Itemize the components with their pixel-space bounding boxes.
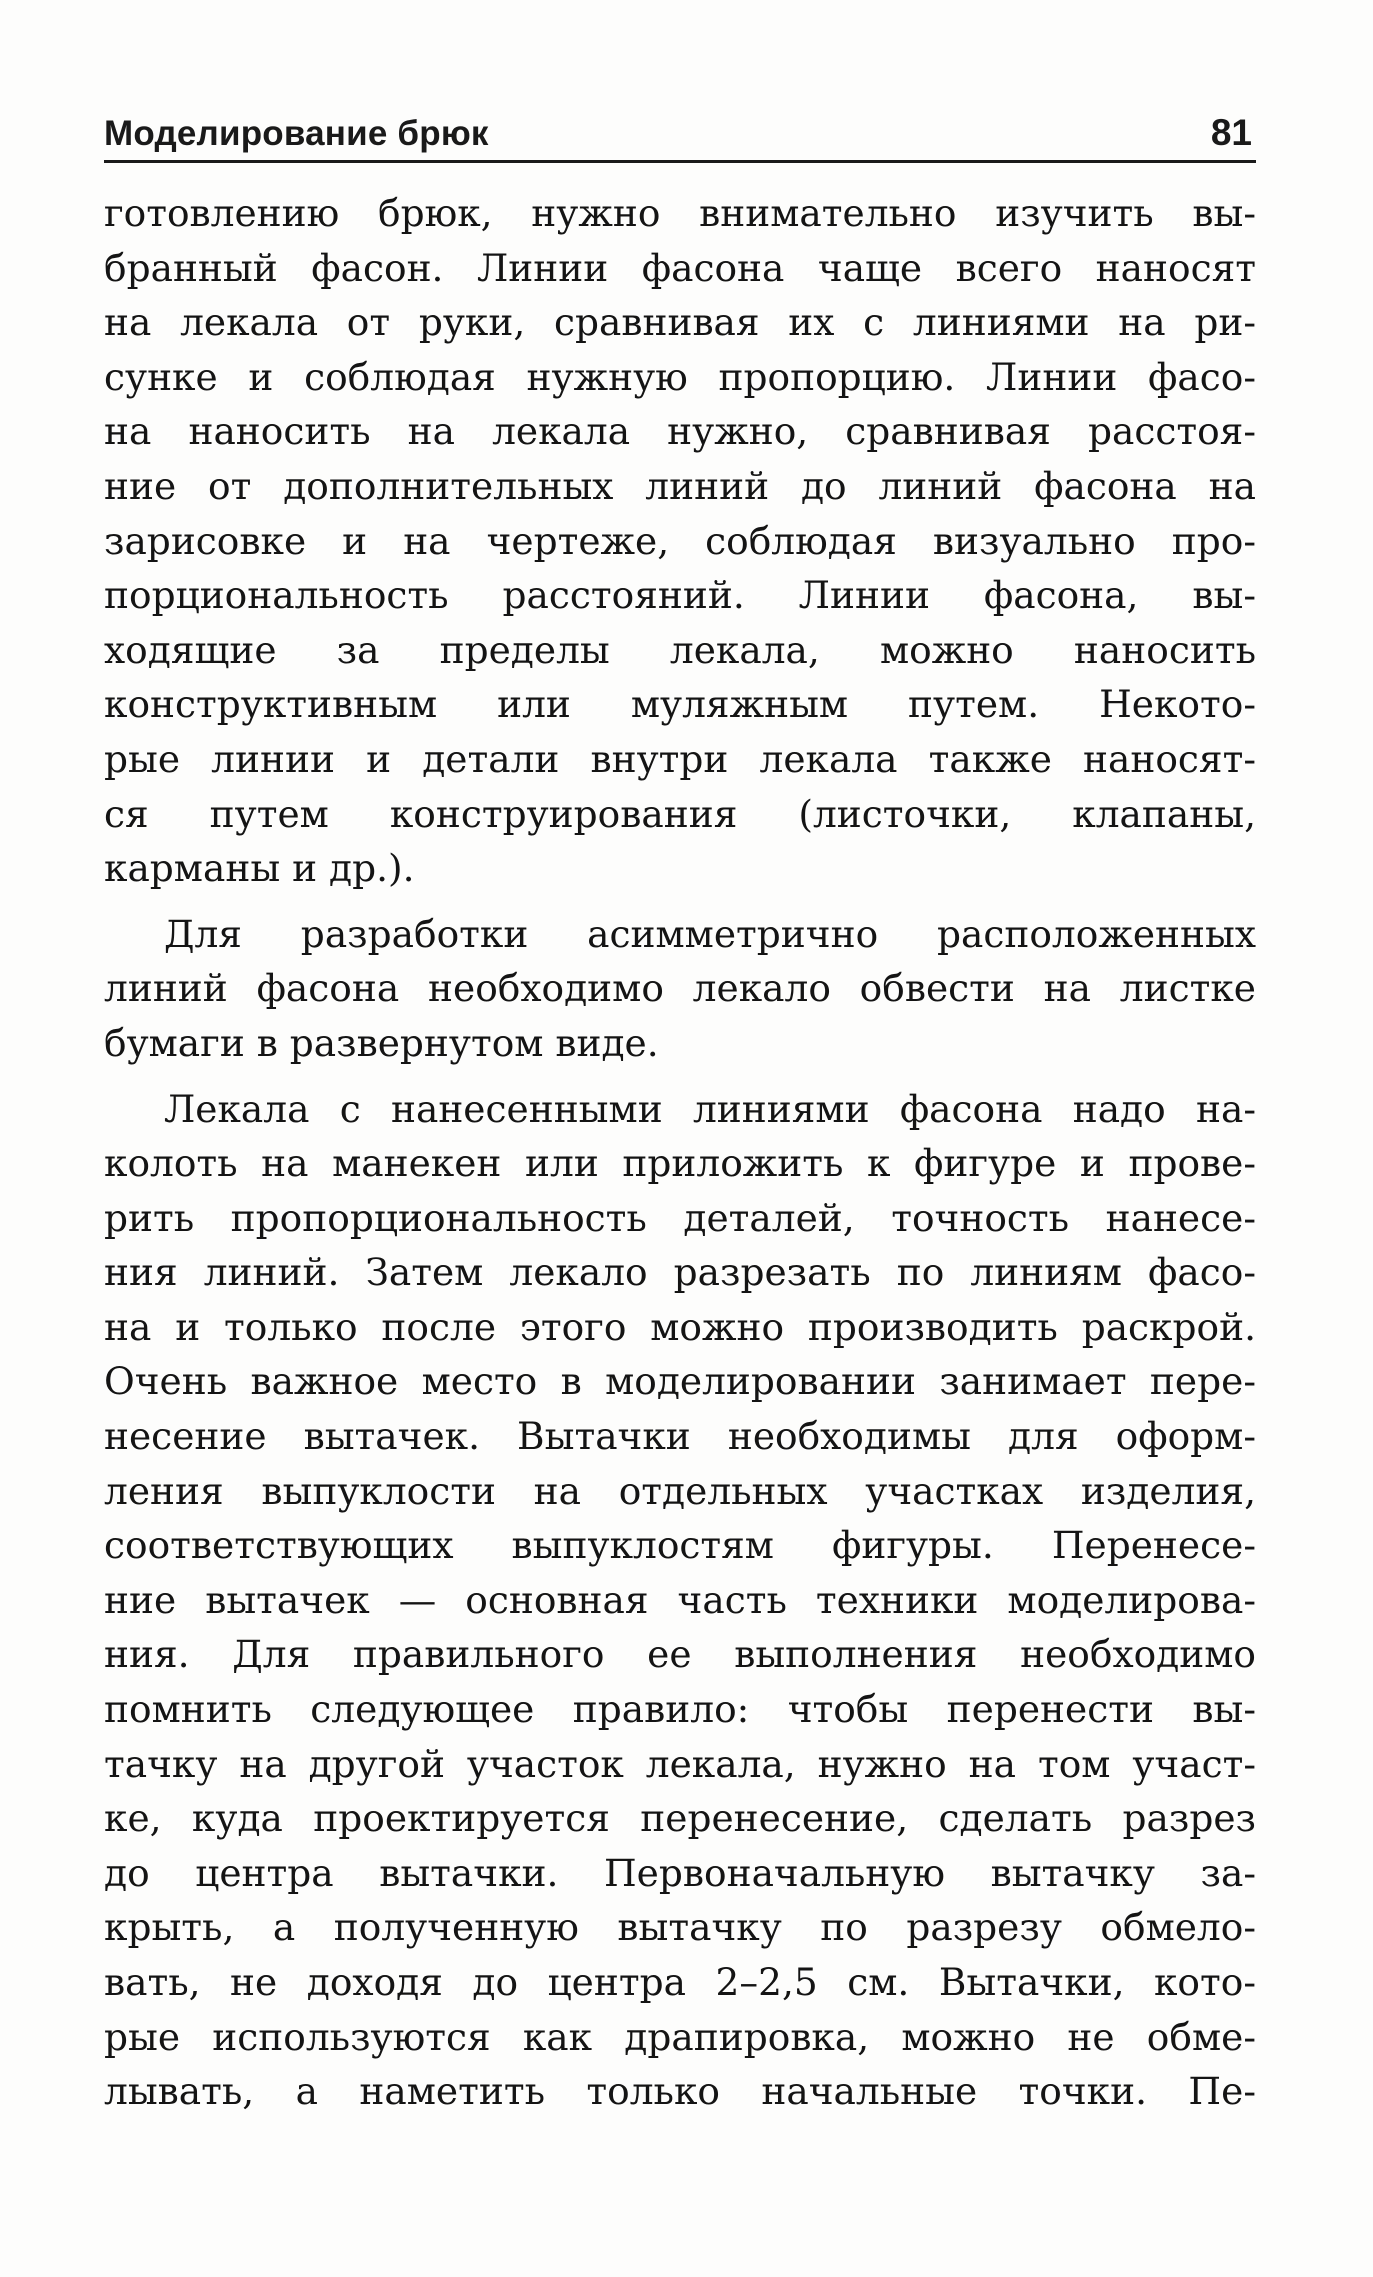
text-line: на лекала от руки, сравнивая их с линиями на ри-	[104, 300, 1256, 345]
text-line: готовлению брюк, нужно внимательно изучить вы-	[104, 191, 1256, 235]
text-line: несение вытачек. Вытачки необходимы для оформ-	[104, 1414, 1256, 1459]
text-line: ние вытачек — основная часть техники моделирова-	[104, 1577, 1256, 1622]
body-text	[104, 186, 1256, 2119]
text-line: рые используются как драпировка, можно не обме-	[104, 2014, 1256, 2059]
paragraph-2	[104, 907, 1256, 1071]
text-line: помнить следующее правило: чтобы перенести вы-	[104, 1687, 1256, 1732]
text-line: колоть на манекен или приложить к фигуре и прове-	[104, 1141, 1256, 1186]
paragraph-1	[104, 186, 1256, 896]
text-line: лывать, а наметить только начальные точки. Пе-	[104, 2069, 1256, 2114]
text-line: на наносить на лекала нужно, сравнивая расстоя-	[104, 409, 1256, 454]
text-line: ходящие за пределы лекала, можно наносить	[104, 627, 1256, 672]
text-line: соответствующих выпуклостям фигуры. Перенесе-	[104, 1523, 1256, 1568]
running-title: Моделирование брюк	[104, 114, 489, 153]
text-line: до центра вытачки. Первоначальную вытачку за-	[104, 1850, 1256, 1895]
text-line: ния. Для правильного ее выполнения необходимо	[104, 1632, 1256, 1677]
text-line: рить пропорциональность деталей, точность нанесе-	[104, 1195, 1256, 1240]
text-line: Для разработки асимметрично расположенных	[164, 911, 1256, 956]
text-line: Очень важное место в моделировании занимает пере-	[104, 1359, 1256, 1404]
text-line: на и только после этого можно производить раскрой.	[104, 1304, 1256, 1349]
text-line: карманы и др.).	[104, 846, 415, 891]
text-line: ления выпуклости на отдельных участках изделия,	[104, 1468, 1256, 1513]
text-line: линий фасона необходимо лекало обвести на листке	[104, 966, 1256, 1011]
text-line: зарисовке и на чертеже, соблюдая визуально про-	[104, 518, 1256, 563]
text-line: порциональность расстояний. Линии фасона, вы-	[104, 573, 1256, 618]
text-line: конструктивным или муляжным путем. Некото-	[104, 682, 1256, 727]
text-line: бранный фасон. Линии фасона чаще всего наносят	[104, 245, 1256, 290]
paragraph-3	[104, 1082, 1256, 2119]
text-line: крыть, а полученную вытачку по разрезу обмело-	[104, 1905, 1256, 1950]
text-line: ние от дополнительных линий до линий фасона на	[104, 463, 1256, 508]
text-line: вать, не доходя до центра 2–2,5 см. Вытачки, кото-	[104, 1960, 1256, 2004]
page-number: 81	[1210, 112, 1252, 153]
text-line: Лекала с нанесенными линиями фасона надо на-	[164, 1086, 1256, 1131]
text-line: бумаги в развернутом виде.	[104, 1020, 659, 1065]
text-line: ния линий. Затем лекало разрезать по линиям фасо-	[104, 1250, 1256, 1295]
running-header	[104, 98, 1256, 163]
text-line: сунке и соблюдая нужную пропорцию. Линии фасо-	[104, 354, 1256, 399]
text-line: ке, куда проектируется перенесение, сделать разрез	[104, 1796, 1256, 1841]
text-line: ся путем конструирования (листочки, клапаны,	[104, 791, 1256, 836]
text-line: рые линии и детали внутри лекала также наносят-	[104, 736, 1256, 781]
text-line: тачку на другой участок лекала, нужно на том участ-	[104, 1741, 1256, 1786]
